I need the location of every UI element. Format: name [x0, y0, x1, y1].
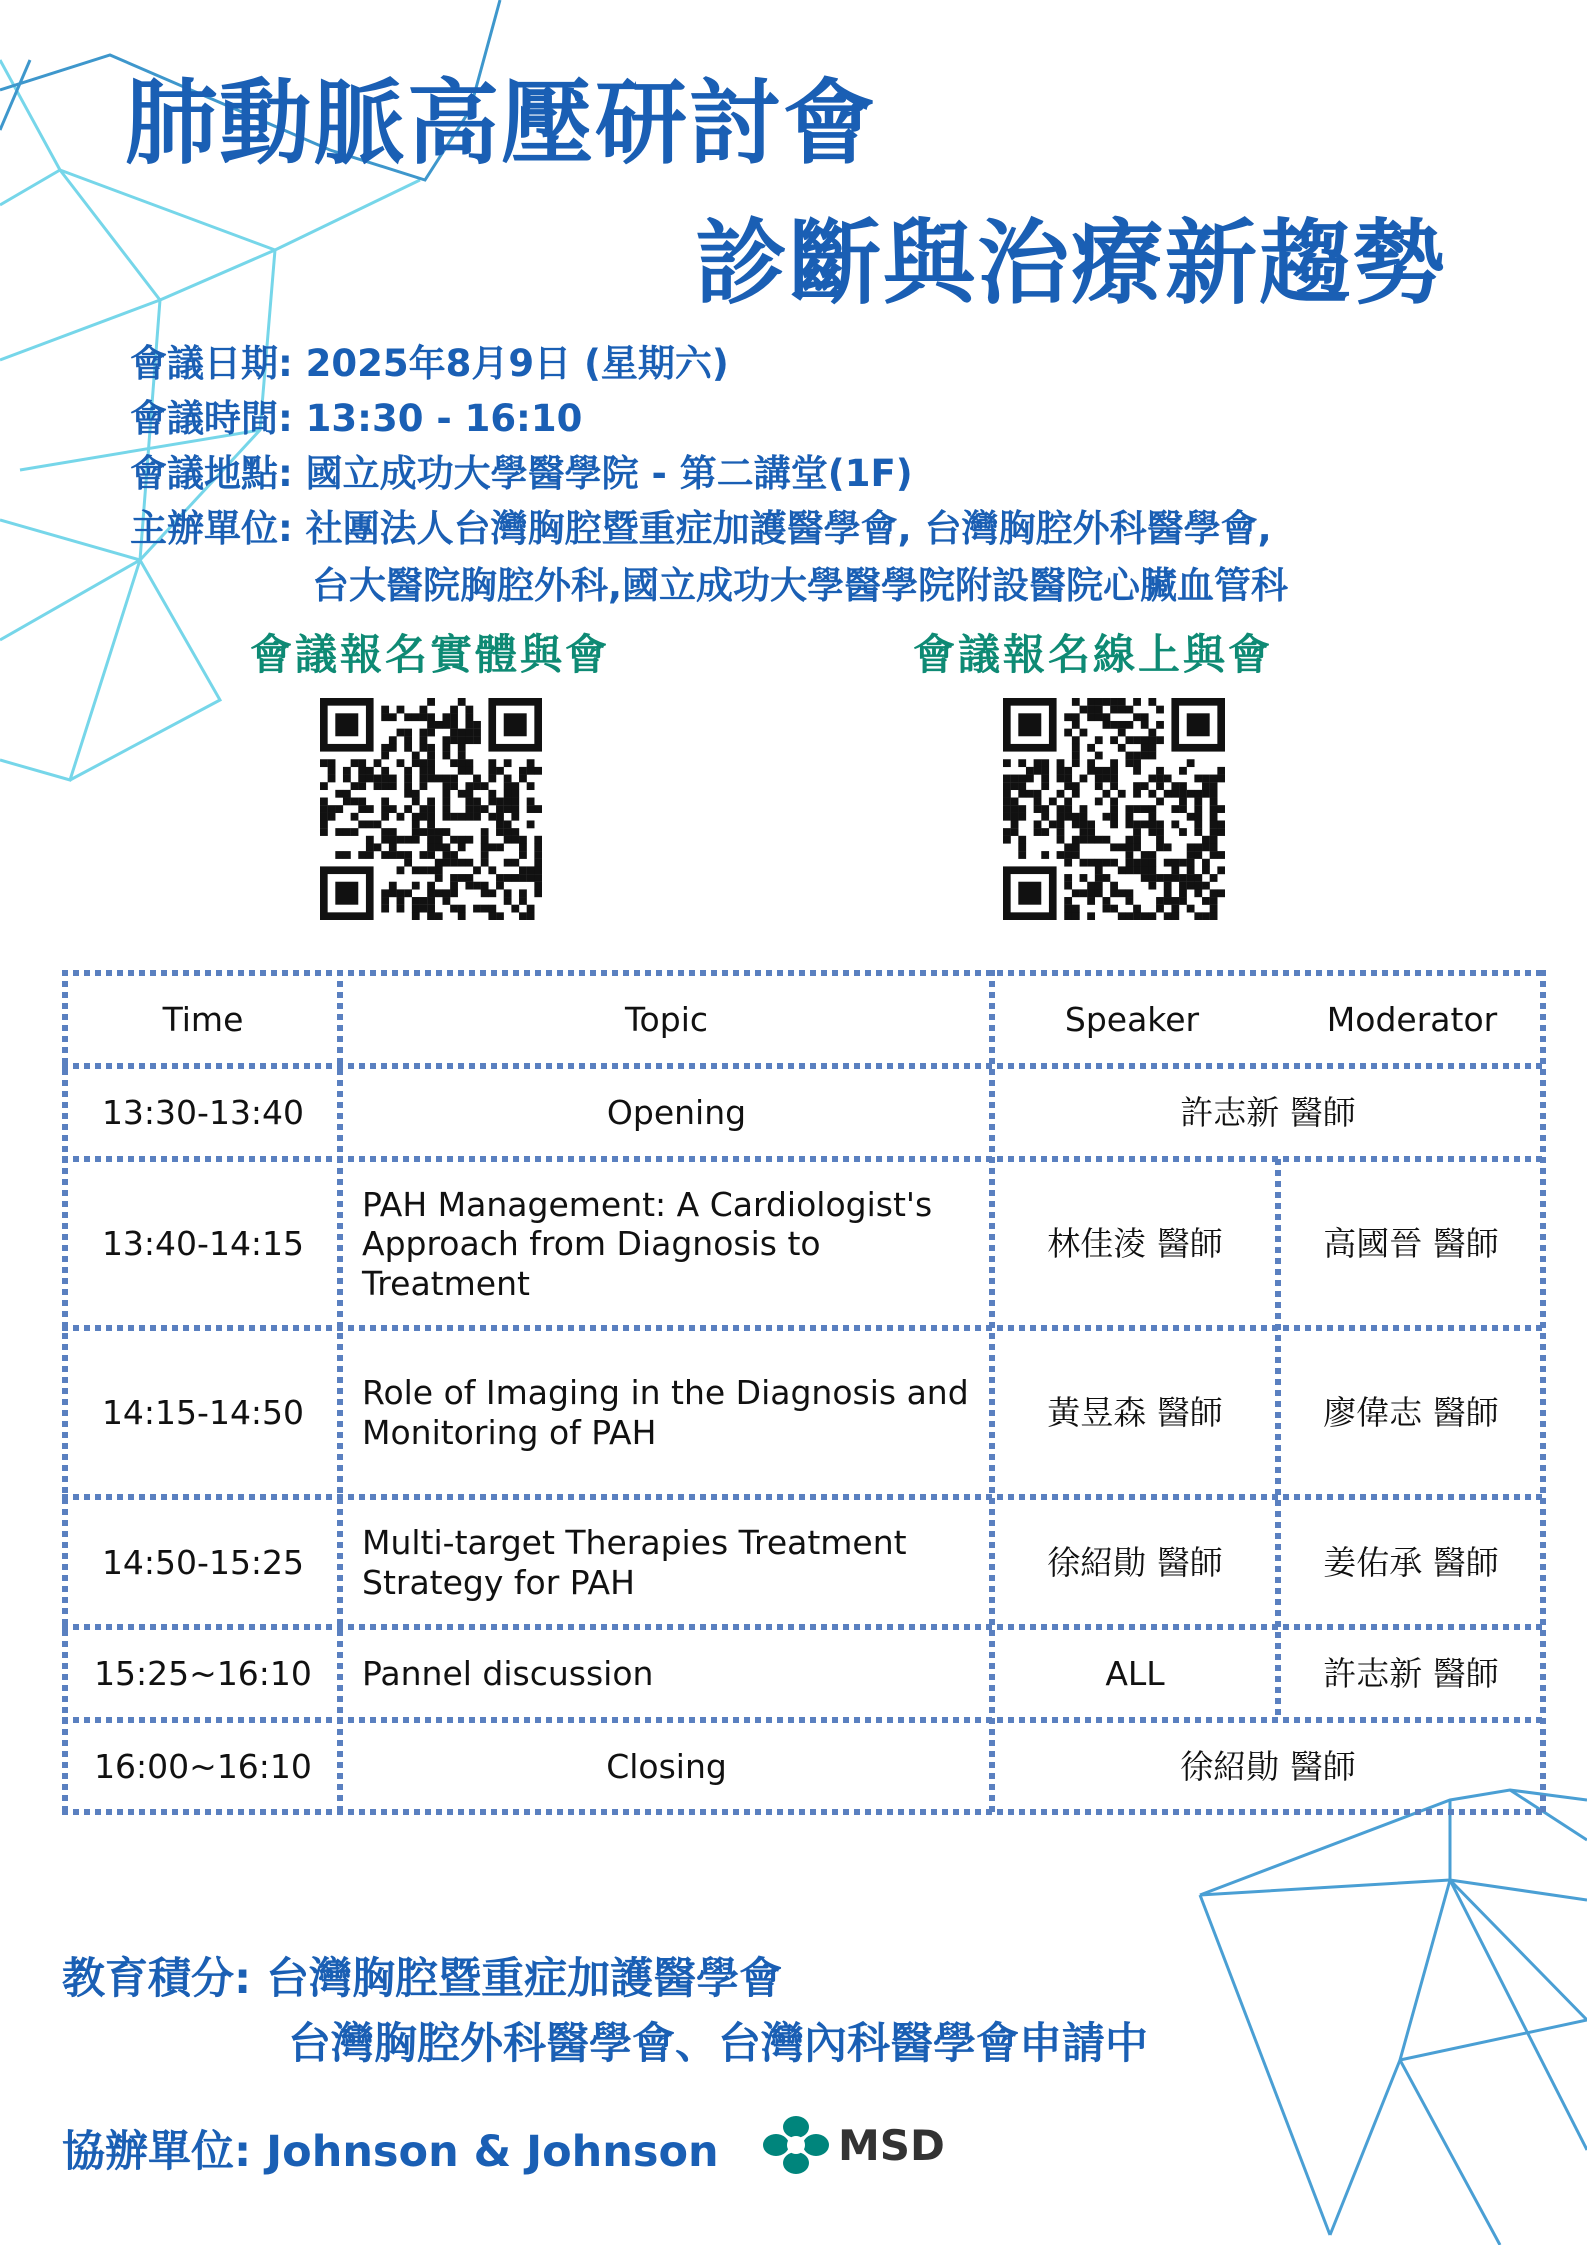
row-topic: PAH Management: A Cardiologist's Approach from Diagnosis to Treatment	[362, 1184, 933, 1303]
online-registration-label: 會議報名線上與會	[913, 630, 1274, 679]
row-topic: Opening	[606, 1093, 747, 1133]
row-speaker: 徐紹勛 醫師	[1047, 1542, 1223, 1582]
in-person-qr-code[interactable]	[320, 698, 542, 920]
row-presenter: 徐紹勛 醫師	[1180, 1746, 1356, 1786]
header-time: Time	[162, 1000, 244, 1040]
header-speaker: Speaker	[1064, 1000, 1200, 1040]
row-moderator: 高國晉 醫師	[1323, 1224, 1499, 1264]
row-time: 13:40-14:15	[101, 1224, 305, 1264]
in-person-registration-label: 會議報名實體與會	[250, 630, 611, 679]
online-qr-code[interactable]	[1003, 698, 1225, 920]
education-credits-continued: 台灣胸腔外科醫學會、台灣內科醫學會申請中	[288, 2019, 1148, 2069]
row-time: 14:50-15:25	[101, 1542, 305, 1582]
row-time: 14:15-14:50	[101, 1393, 305, 1433]
row-time: 16:00~16:10	[94, 1746, 312, 1786]
education-credits: 教育積分: 台灣胸腔暨重症加護醫學會	[62, 1954, 783, 2004]
meeting-time: 會議時間: 13:30 - 16:10	[130, 397, 583, 440]
meeting-venue: 會議地點: 國立成功大學醫學院 - 第二講堂(1F)	[130, 452, 913, 495]
row-speaker: 林佳淩 醫師	[1047, 1224, 1223, 1264]
organizer-continued: 台大醫院胸腔外科,國立成功大學醫學院附設醫院心臟血管科	[312, 564, 1289, 607]
meeting-date: 會議日期: 2025年8月9日 (星期六)	[130, 342, 729, 385]
header-moderator: Moderator	[1326, 1000, 1498, 1040]
title-line-1: 肺動脈高壓研討會	[125, 70, 878, 177]
title-line-2: 診斷與治療新趨勢	[695, 210, 1448, 317]
agenda-table	[62, 970, 1546, 1815]
organizer: 主辦單位: 社團法人台灣胸腔暨重症加護醫學會, 台灣胸腔外科醫學會,	[130, 507, 1272, 550]
row-speaker: ALL	[1105, 1654, 1165, 1694]
row-presenter: 許志新 醫師	[1180, 1093, 1356, 1133]
row-topic: Role of Imaging in the Diagnosis and Monitoring of PAH	[362, 1373, 969, 1452]
row-moderator: 許志新 醫師	[1323, 1654, 1499, 1694]
row-topic: Pannel discussion	[362, 1654, 654, 1694]
row-moderator: 姜佑承 醫師	[1323, 1542, 1499, 1582]
row-moderator: 廖偉志 醫師	[1323, 1393, 1499, 1433]
header-topic: Topic	[625, 1000, 708, 1040]
cosponsor: 協辦單位: Johnson & Johnson	[62, 2127, 719, 2177]
msd-logo-icon	[763, 2115, 829, 2175]
row-speaker: 黃昱森 醫師	[1047, 1393, 1223, 1433]
msd-logo-text: MSD	[838, 2121, 945, 2170]
row-time: 13:30-13:40	[101, 1093, 305, 1133]
row-time: 15:25~16:10	[94, 1654, 312, 1694]
row-topic: Closing	[606, 1746, 727, 1786]
row-topic: Multi-target Therapies Treatment Strategy for PAH	[362, 1522, 907, 1602]
